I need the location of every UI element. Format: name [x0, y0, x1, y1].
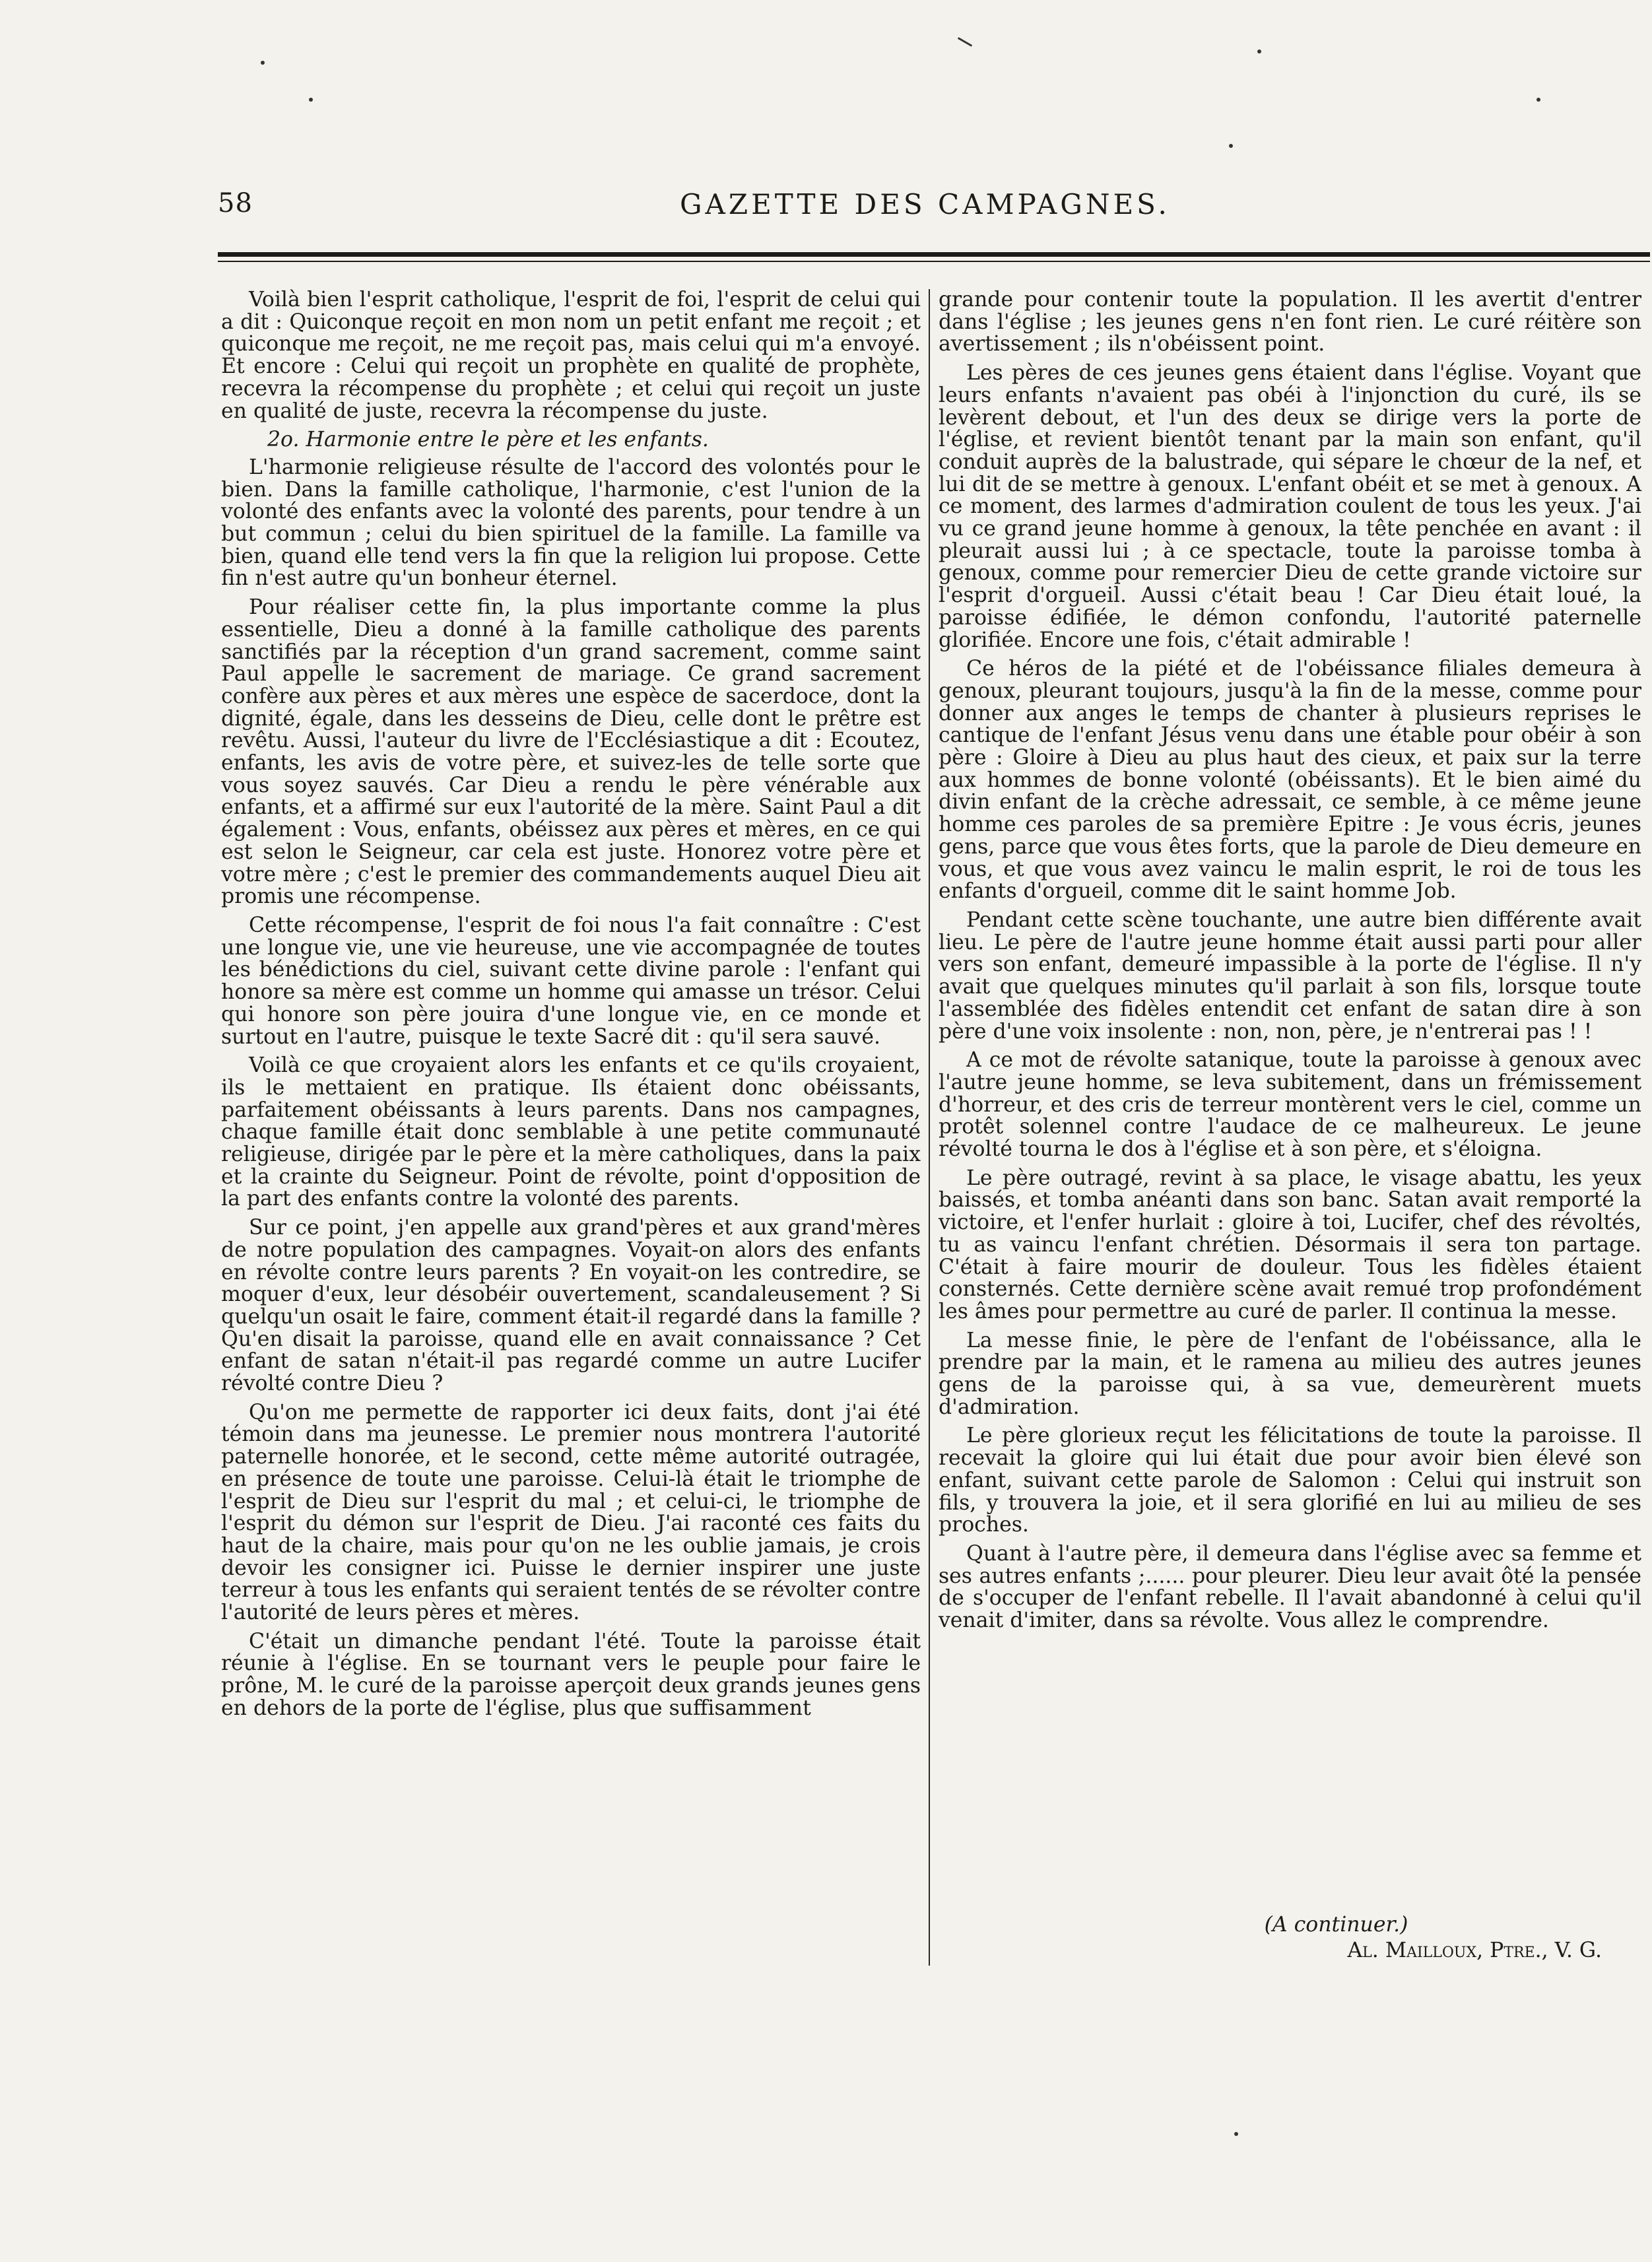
paragraph: Voilà ce que croyaient alors les enfants et ce qu'ils croyaient, ils le mettaient en pratique. Ils étaient donc obéissants, parfaitement obéissants à leurs parents. Dans nos campagnes, chaque famille était donc semblable à une petite communauté religieuse, dirigée par le père et la mère catholiques, dans la paix et la crainte du Seigneur. Point de révolte, point d'opposition de la part des enfants contre la volonté des parents. [221, 1053, 921, 1211]
page-header [218, 188, 1650, 234]
paragraph: Le père glorieux reçut les félicitations de toute la paroisse. Il recevait la gloire qui lui était due pour avoir bien élevé son enfant, suivant cette parole de Salomon : Celui qui instruit son fils, y trouvera la joie, et il sera glorifié en lui au milieu de ses proches. [939, 1424, 1641, 1537]
paragraph: Voilà bien l'esprit catholique, l'esprit de foi, l'esprit de celui qui a dit : Quiconque reçoit en mon nom un petit enfant me reçoit ; et quiconque me reçoit, ne me reçoit pas, mais celui qui m'a envoyé. Et encore : Celui qui reçoit un prophète en qualité de prophète, recevra la récompense du prophète ; et celui qui reçoit un juste en qualité de juste, recevra la récompense du juste. [221, 288, 921, 423]
author-signature: Al. Mailloux, Ptre., V. G. [1347, 1939, 1602, 1962]
paragraph: Le père outragé, revint à sa place, le visage abattu, les yeux baissés, et tomba anéanti dans son banc. Satan avait remporté la victoire, et l'enfer hurlait : gloire à toi, Lucifer, chef des révoltés, tu as vaincu l'enfant chrétien. Désormais il sera ton partage. C'était à faire mourir de douleur. Tous les fidèles étaient consternés. Cette dernière scène avait remué trop profondément les âmes pour permettre au curé de parler. Il continua la messe. [939, 1166, 1641, 1323]
page-number: 58 [218, 188, 253, 218]
to-continue-note: (A continuer.) [1264, 1913, 1408, 1937]
print-speck [309, 98, 313, 102]
print-speck [261, 61, 265, 65]
left-column [221, 289, 921, 2230]
print-speck [958, 37, 972, 47]
paragraph: Ce héros de la piété et de l'obéissance filiales demeura à genoux, pleurant toujours, jusqu'à la fin de la messe, comme pour donner aux anges le temps de chanter à plusieurs reprises le cantique de l'enfant Jésus venu dans une étable pour obéir à son père : Gloire à Dieu au plus haut des cieux, et paix sur la terre aux hommes de bonne volonté (obéissants). Et le bien aimé du divin enfant de la crèche adressait, ce semble, à ce même jeune homme ces paroles de sa première Epitre : Je vous écris, jeunes gens, parce que vous êtes forts, que la parole de Dieu demeure en vous, et que vous avez vaincu le malin esprit, le roi de tous les enfants d'orgueil, comme dit le saint homme Job. [939, 657, 1641, 904]
paragraph: Cette récompense, l'esprit de foi nous l'a fait connaître : C'est une longue vie, une vie heureuse, une vie accompagnée de toutes les bénédictions du ciel, suivant cette divine parole : l'enfant qui honore sa mère est comme un homme qui amasse un trésor. Celui qui honore son père jouira d'une longue vie, en ce monde et surtout en l'autre, puisque le texte Sacré dit : qu'il sera sauvé. [221, 913, 921, 1049]
column-divider [929, 289, 930, 1966]
paragraph: A ce mot de révolte satanique, toute la paroisse à genoux avec l'autre jeune homme, se leva subitement, dans un frémissement d'horreur, et des cris de terreur montèrent vers le ciel, comme un protêt solennel contre l'audace de ce malheureux. Le jeune révolté tourna le dos à l'église et à son père, et s'éloigna. [939, 1048, 1641, 1162]
right-column [939, 289, 1641, 2018]
print-speck [1234, 2132, 1238, 2136]
section-subheading: 2o. Harmonie entre le père et les enfants. [267, 428, 709, 452]
paragraph: Quant à l'autre père, il demeura dans l'église avec sa femme et ses autres enfants ;...... pour pleurer. Dieu leur avait ôté la pensée de s'occuper de l'enfant rebelle. Il l'avait abandonné à celui qu'il venait d'imiter, dans sa révolte. Vous allez le comprendre. [939, 1541, 1641, 1633]
paragraph: Les pères de ces jeunes gens étaient dans l'église. Voyant que leurs enfants n'avaient pas obéi à l'injonction du curé, ils se levèrent debout, et l'un des deux se dirige vers la porte de l'église, et revient bientôt tenant par la main son enfant, qu'il conduit auprès de la balustrade, qui sépare le chœur de la nef, et lui dit de se mettre à genoux. L'enfant obéit et se met à genoux. A ce moment, des larmes d'admiration coulent de tous les yeux. J'ai vu ce grand jeune homme à genoux, la tête penchée en avant : il pleurait aussi lui ; à ce spectacle, toute la paroisse tomba à genoux, comme pour remercier Dieu de cette grande victoire sur l'esprit d'orgueil. Aussi c'était beau ! Car Dieu était loué, la paroisse édifiée, le démon confondu, l'autorité paternelle glorifiée. Encore une fois, c'était admirable ! [939, 361, 1641, 652]
paragraph: La messe finie, le père de l'enfant de l'obéissance, alla le prendre par la main, et le ramena au milieu des autres jeunes gens de la paroisse qui, à sa vue, demeurèrent muets d'admiration. [939, 1328, 1641, 1419]
paragraph: L'harmonie religieuse résulte de l'accord des volontés pour le bien. Dans la famille catholique, l'harmonie, c'est l'union de la volonté des enfants avec la volonté des parents, pour tendre à un but commun ; celui du bien spirituel de la famille. La famille va bien, quand elle tend vers la fin que la religion lui propose. Cette fin n'est autre qu'un bonheur éternel. [221, 455, 921, 591]
paragraph: Qu'on me permette de rapporter ici deux faits, dont j'ai été témoin dans ma jeunesse. Le premier nous montrera l'autorité paternelle honorée, et le second, cette même autorité outragée, en présence de toute une paroisse. Celui-là était le triomphe de l'esprit de Dieu sur l'esprit du mal ; et celui-ci, le triomphe de l'esprit du démon sur l'esprit de Dieu. J'ai raconté ces faits du haut de la chaire, mais pour qu'on ne les oublie jamais, je crois devoir les consigner ici. Puisse le dernier inspirer une juste terreur à tous les enfants qui seraient tentés de se révolter contre l'autorité de leurs pères et mères. [221, 1400, 921, 1625]
print-speck [1229, 144, 1233, 148]
paragraph: Pour réaliser cette fin, la plus importante comme la plus essentielle, Dieu a donné à la famille catholique des parents sanctifiés par la réception d'un grand sacrement, comme saint Paul appelle le sacrement de mariage. Ce grand sacrement confère aux pères et aux mères une espèce de sacerdoce, dont la dignité, égale, dans les desseins de Dieu, celle dont le prêtre est revêtu. Aussi, l'auteur du livre de l'Ecclésiastique a dit : Ecoutez, enfants, les avis de votre père, et suivez-les de telle sorte que vous soyez sauvés. Car Dieu a rendu le père vénérable aux enfants, et a affirmé sur eux l'autorité de la mère. Saint Paul a dit également : Vous, enfants, obéissez aux pères et mères, en ce qui est selon le Seigneur, car cela est juste. Honorez votre père et votre mère ; c'est le premier des commandements auquel Dieu ait promis une récompense. [221, 595, 921, 909]
paragraph: Pendant cette scène touchante, une autre bien différente avait lieu. Le père de l'autre jeune homme était aussi parti pour aller vers son enfant, demeuré impassible à la porte de l'église. Il n'y avait que quelques minutes qu'il parlait à son fils, lorsque toute l'assemblée des fidèles entendit cet enfant de satan dire à son père d'une voix insolente : non, non, père, je n'entrerai pas ! ! [939, 908, 1641, 1044]
page-title: GAZETTE DES CAMPAGNES. [680, 188, 1170, 220]
paragraph: Sur ce point, j'en appelle aux grand'pères et aux grand'mères de notre population des campagnes. Voyait-on alors des enfants en révolte contre leurs parents ? En voyait-on les contredire, se moquer d'eux, leur désobéir ouvertement, scandaleusement ? Si quelqu'un osait le faire, comment était-il regardé dans la famille ? Qu'en disait la paroisse, quand elle en avait connaissance ? Cet enfant de satan n'était-il pas regardé comme un autre Lucifer révolté contre Dieu ? [221, 1216, 921, 1396]
paragraph: C'était un dimanche pendant l'été. Toute la paroisse était réunie à l'église. En se tournant vers le peuple pour faire le prône, M. le curé de la paroisse aperçoit deux grands jeunes gens en dehors de la porte de l'église, plus que suffisamment [221, 1629, 921, 1720]
paragraph: grande pour contenir toute la population. Il les avertit d'entrer dans l'église ; les jeunes gens n'en font rien. Le curé réitère son avertissement ; ils n'obéissent point. [939, 288, 1641, 356]
print-speck [1257, 50, 1261, 53]
print-speck [1536, 98, 1540, 102]
header-rule-thick [218, 252, 1650, 257]
header-rule-thin [218, 261, 1650, 262]
